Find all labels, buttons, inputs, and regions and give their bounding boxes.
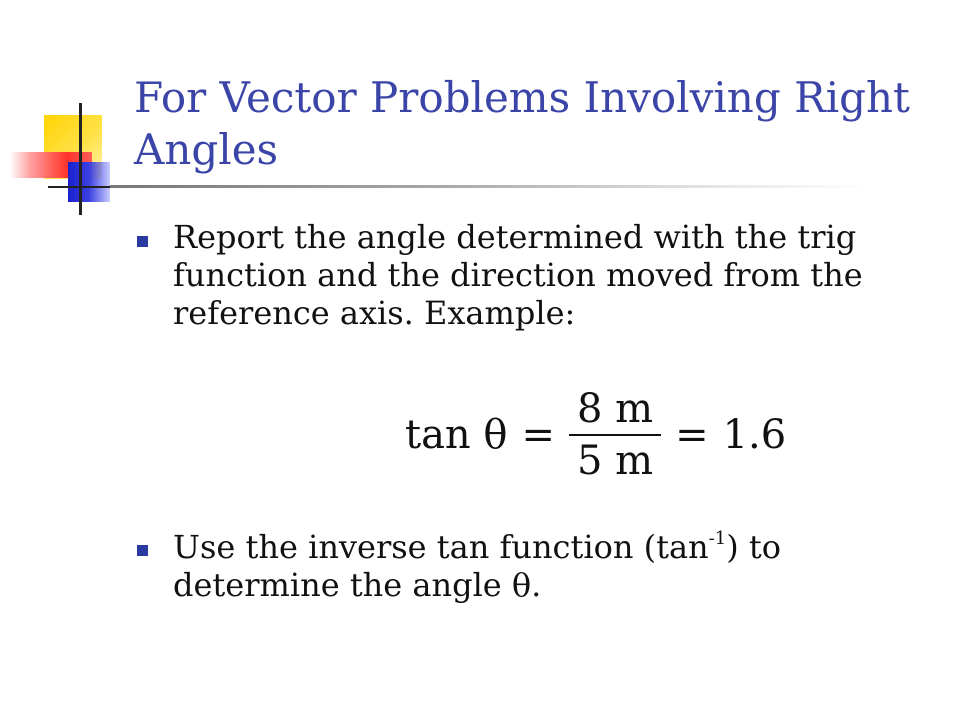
equation-fraction	[569, 386, 661, 484]
equation-numerator: 8 m	[577, 386, 654, 432]
equation-lhs: tan θ	[405, 412, 508, 458]
bullet-2-text-before: Use the inverse tan function (tan	[173, 528, 709, 566]
slide-title: For Vector Problems Involving Right Angles	[134, 73, 910, 174]
title-underline-rule	[110, 185, 870, 188]
inverse-superscript: -1	[708, 528, 727, 549]
equation-result: 1.6	[722, 412, 787, 458]
bullet-1-text: Report the angle determined with the trig function and the direction moved from the reference axis. Example:	[173, 218, 863, 332]
equation-equals-sign: =	[521, 412, 555, 458]
bullet-marker	[137, 545, 148, 556]
bullet-2-text-after: ) to determine the angle θ.	[173, 528, 781, 604]
bullet-marker	[137, 236, 148, 247]
equation	[405, 385, 786, 485]
equation-denominator: 5 m	[577, 438, 654, 484]
equation-equals-sign-2: =	[675, 412, 709, 458]
bullet-2-text	[173, 528, 933, 604]
logo-blue-square	[68, 162, 110, 202]
logo-vertical-line	[79, 103, 82, 215]
fraction-bar	[569, 434, 661, 436]
